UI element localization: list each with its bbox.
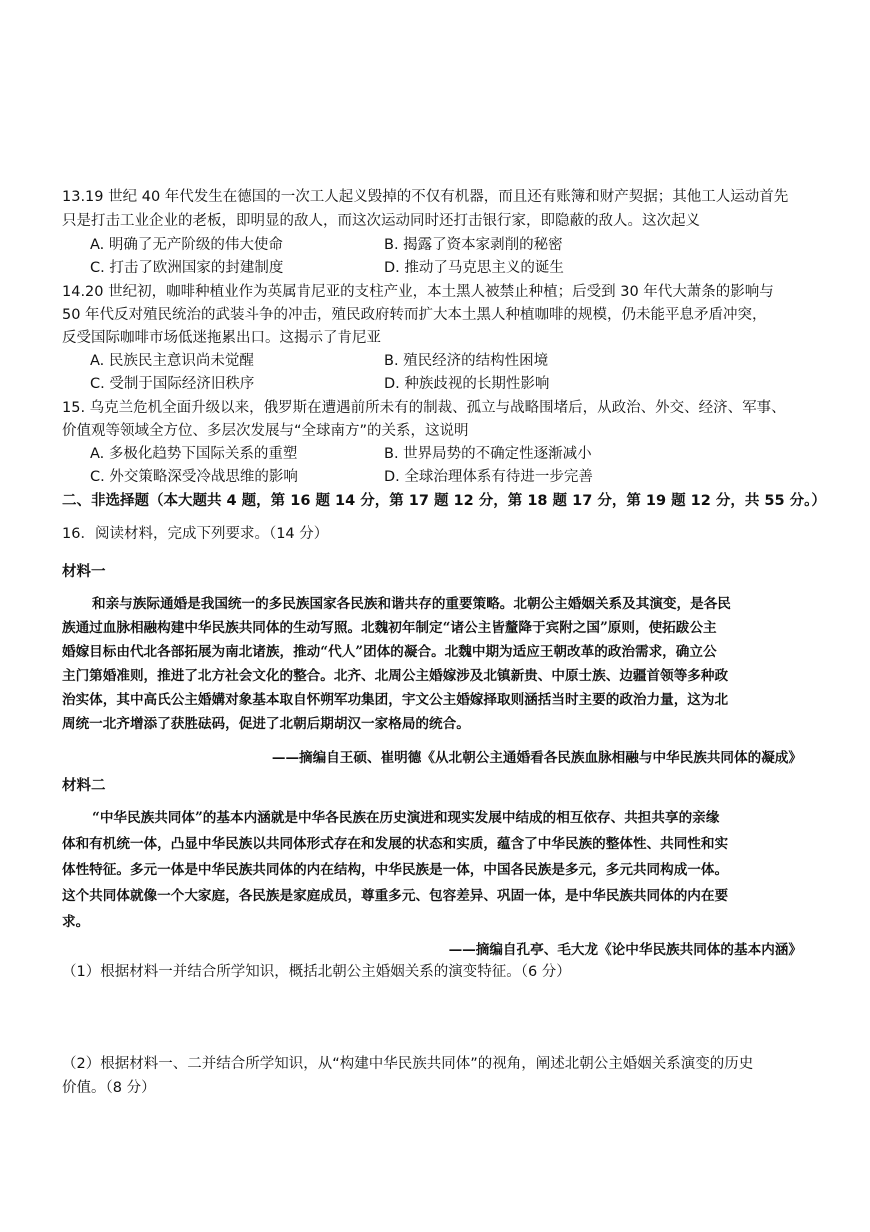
material-1-title: 材料一	[62, 564, 106, 580]
q15-option-c: C. 外交策略深受冷战思维的影响	[90, 469, 298, 485]
material-1-line-1: 和亲与族际通婚是我国统一的多民族国家各民族和谐共存的重要策略。北朝公主婚姻关系及其演变，是各民	[92, 596, 731, 612]
q13-option-a: A. 明确了无产阶级的伟大使命	[90, 237, 283, 253]
material-2-line-5: 求。	[62, 914, 90, 930]
q14-stem-line-3: 反受国际咖啡市场低迷拖累出口。这揭示了肯尼亚	[62, 330, 381, 346]
q16-sub-question-2-line-2: 价值。（8 分）	[62, 1080, 156, 1096]
q15-option-a: A. 多极化趋势下国际关系的重塑	[90, 446, 298, 462]
material-2-source: ——摘编自孔亭、毛大龙《论中华民族共同体的基本内涵》	[448, 942, 802, 958]
material-2-line-1: “中华民族共同体”的基本内涵就是中华各民族在历史演进和现实发展中结成的相互依存、共担共享的亲缘	[92, 810, 720, 826]
material-1-source: ——摘编自王硕、崔明德《从北朝公主通婚看各民族血脉相融与中华民族共同体的凝成》	[271, 750, 802, 766]
material-1-line-4: 主门第婚准则，推进了北方社会文化的整合。北齐、北周公主婚嫁涉及北镇新贵、中原士族、边疆首领等多种政	[62, 668, 729, 684]
q14-option-b: B. 殖民经济的结构性困境	[384, 353, 549, 369]
q15-stem-line-2: 价值观等领域全方位、多层次发展与“全球南方”的关系，这说明	[62, 423, 469, 439]
material-2-line-4: 这个共同体就像一个大家庭，各民族是家庭成员，尊重多元、包容差异、巩固一体，是中华民族共同体的内在要	[62, 888, 729, 904]
q14-option-a: A. 民族民主意识尚未觉醒	[90, 353, 254, 369]
q13-stem-line-1: 13.19 世纪 40 年代发生在德国的一次工人起义毁掉的不仅有机器，而且还有账簿和财产契据；其他工人运动首先	[62, 189, 789, 205]
q13-option-b: B. 揭露了资本家剥削的秘密	[384, 237, 563, 253]
q16-intro: 16．阅读材料，完成下列要求。（14 分）	[62, 526, 329, 542]
q14-stem-line-2: 50 年代反对殖民统治的武装斗争的冲击，殖民政府转而扩大本土黑人种植咖啡的规模，仍未能平息矛盾冲突，	[62, 307, 767, 323]
section-2-heading: 二、非选择题（本大题共 4 题，第 16 题 14 分，第 17 题 12 分，第 18 题 17 分，第 19 题 12 分，共 55 分。）	[62, 493, 826, 509]
q15-option-b: B. 世界局势的不确定性逐渐减小	[384, 446, 592, 462]
q13-stem-line-2: 只是打击工业企业的老板，即明显的敌人，而这次运动同时还打击银行家，即隐蔽的敌人。这次起义	[62, 213, 700, 229]
material-1-line-3: 婚嫁目标由代北各部拓展为南北诸族，推动“代人”团体的凝合。北魏中期为适应王朝改革的政治需求，确立公	[62, 644, 717, 660]
material-2-title: 材料二	[62, 778, 106, 794]
material-1-line-6: 周统一北齐增添了获胜砝码，促进了北朝后期胡汉一家格局的统合。	[62, 716, 470, 732]
q15-option-d: D. 全球治理体系有待进一步完善	[384, 469, 593, 485]
q14-option-c: C. 受制于国际经济旧秩序	[90, 376, 255, 392]
q14-stem-line-1: 14.20 世纪初，咖啡种植业作为英属肯尼亚的支柱产业，本土黑人被禁止种植；后受到 30 年代大萧条的影响与	[62, 284, 774, 300]
q13-option-c: C. 打击了欧洲国家的封建制度	[90, 260, 284, 276]
q16-sub-question-1: （1）根据材料一并结合所学知识，概括北朝公主婚姻关系的演变特征。（6 分）	[62, 964, 571, 980]
q14-option-d: D. 种族歧视的长期性影响	[384, 376, 550, 392]
material-2-line-2: 体和有机统一体，凸显中华民族以共同体形式存在和发展的状态和实质，蕴含了中华民族的整体性、共同性和实	[62, 836, 729, 852]
q16-sub-question-2-line-1: （2）根据材料一、二并结合所学知识，从“构建中华民族共同体”的视角，阐述北朝公主婚姻关系演变的历史	[62, 1056, 754, 1072]
material-1-line-5: 治实体，其中高氏公主婚媾对象基本取自怀朔军功集团，宇文公主婚嫁择取则涵括当时主要的政治力量，这为北	[62, 692, 729, 708]
material-2-line-3: 体性特征。多元一体是中华民族共同体的内在结构，中华民族是一体，中国各民族是多元，多元共同构成一体。	[62, 862, 729, 878]
q15-stem-line-1: 15. 乌克兰危机全面升级以来，俄罗斯在遭遇前所未有的制裁、孤立与战略围堵后，从政治、外交、经济、军事、	[62, 400, 786, 416]
material-1-line-2: 族通过血脉相融构建中华民族共同体的生动写照。北魏初年制定“诸公主皆釐降于宾附之国”原则，使拓跋公主	[62, 620, 717, 636]
q13-option-d: D. 推动了马克思主义的诞生	[384, 260, 564, 276]
